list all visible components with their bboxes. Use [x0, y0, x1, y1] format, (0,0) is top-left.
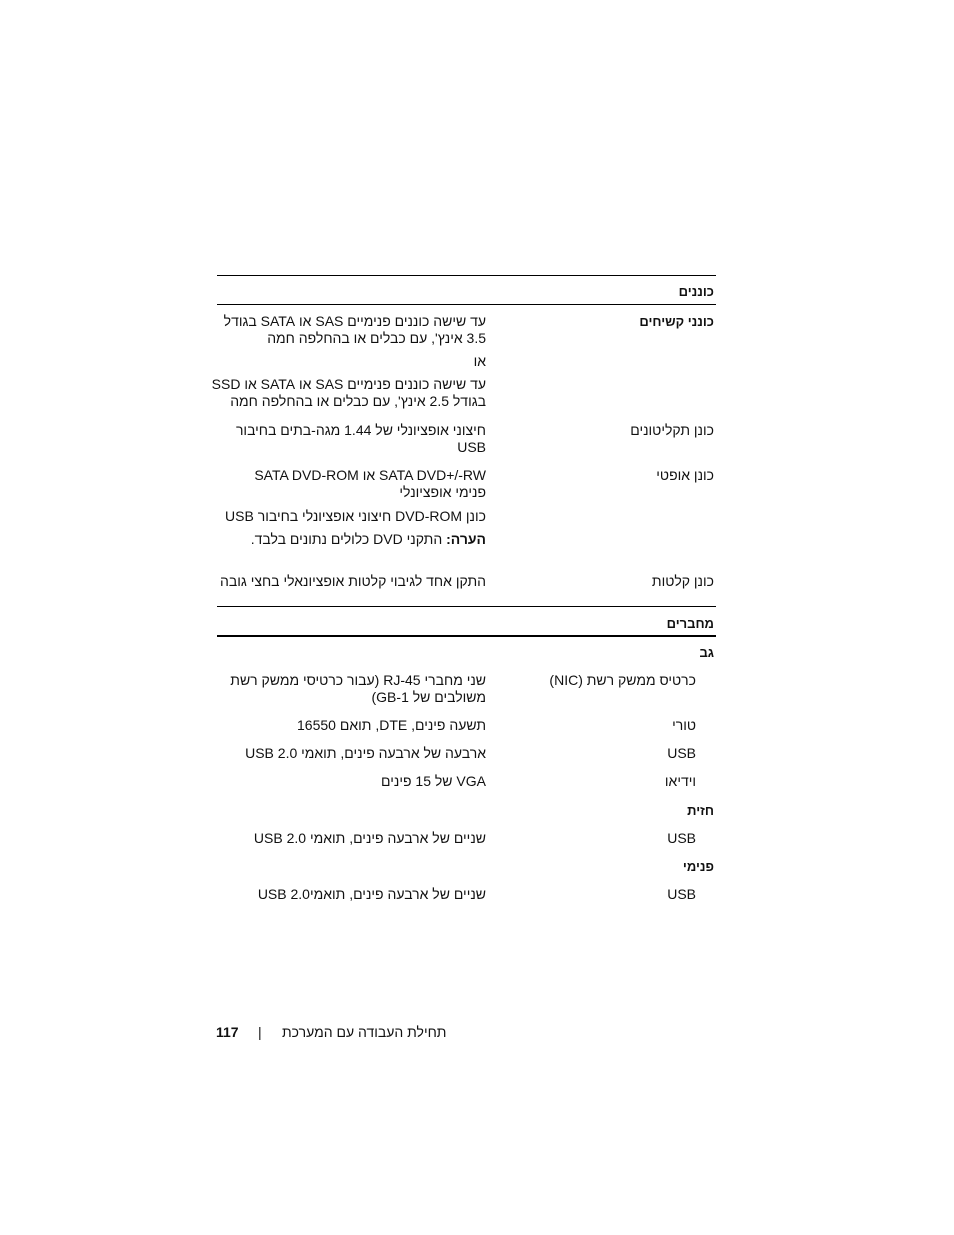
usb-back-value: ארבעה של ארבעה פינים, תואמי USB 2.0	[245, 745, 486, 761]
row-label-usb-back: USB	[667, 745, 696, 761]
usb-internal-value: שניים של ארבעה פינים, תואמיUSB 2.0	[257, 886, 486, 902]
hard-drives-or: או	[473, 353, 486, 369]
hard-drives-value-line: עד שישה כוננים פנימיים SAS או SATA בגודל	[223, 313, 486, 329]
nic-value-line: שני מחברי RJ-45 (עבור כרטיסי ממשק רשת	[230, 672, 486, 688]
optical-value-line: SATA DVD+/-RW או SATA DVD-ROM	[254, 467, 486, 483]
optical-note	[251, 531, 486, 548]
optical-value-line: פנימי אופציונלי	[399, 484, 486, 500]
row-label-diskette-drive: כונן תקליטונים	[630, 422, 714, 438]
hard-drives-value-line: עד שישה כוננים פנימיים SAS או SATA או SSD	[211, 376, 486, 392]
tape-value-line: התקן אחד לגיבוי קלטות אופציונאלי בחצי גובה	[220, 573, 486, 589]
diskette-value-line: USB	[457, 439, 486, 455]
usb-front-value: שניים של ארבעה פינים, תואמי USB 2.0	[253, 830, 486, 846]
group-title-front: חזית	[687, 803, 714, 818]
drives-header-rule	[217, 304, 716, 305]
serial-value: תשעה פינים, DTE, תואם 16550	[297, 717, 486, 733]
section-title-connectors: מחברים	[666, 616, 714, 631]
connectors-header-rule	[217, 635, 716, 637]
group-title-back: גב	[699, 645, 714, 660]
row-label-nic: כרטיס ממשק רשת (NIC)	[549, 672, 696, 688]
row-label-optical-drive: כונן אופטי	[656, 467, 714, 483]
row-label-video: וידיאו	[664, 773, 696, 789]
row-label-tape-drive: כונן קלטות	[651, 573, 714, 589]
nic-value-line: משולבים של 1-GB)	[371, 689, 486, 705]
note-text: התקני DVD כלולים נתונים בלבד.	[250, 531, 443, 547]
note-label: הערה:	[446, 531, 486, 547]
hard-drives-value-line: 3.5 אינץ', עם כבלים או בהחלפה חמה	[267, 330, 486, 346]
row-label-hard-drives: כונני קשיחים	[639, 314, 714, 329]
connectors-top-rule	[217, 606, 716, 607]
footer-title: תחילת העבודה עם המערכת	[282, 1024, 447, 1040]
page-number: 117	[216, 1024, 239, 1040]
footer-separator: |	[258, 1024, 262, 1040]
top-rule	[217, 275, 716, 276]
row-label-usb-internal: USB	[667, 886, 696, 902]
row-label-usb-front: USB	[667, 830, 696, 846]
row-label-serial: טורי	[672, 717, 696, 733]
hard-drives-value-line: בגודל 2.5 אינץ', עם כבלים או בהחלפה חמה	[230, 393, 486, 409]
optical-value-line: כונן DVD-ROM חיצוני אופציונלי בחיבור USB	[225, 508, 486, 524]
diskette-value-line: חיצוני אופציונלי של 1.44 מגה-בתים בחיבור	[235, 422, 486, 438]
section-title-drives: כוננים	[678, 284, 714, 299]
group-title-internal: פנימי	[682, 859, 714, 874]
video-value: VGA של 15 פינים	[381, 773, 486, 789]
